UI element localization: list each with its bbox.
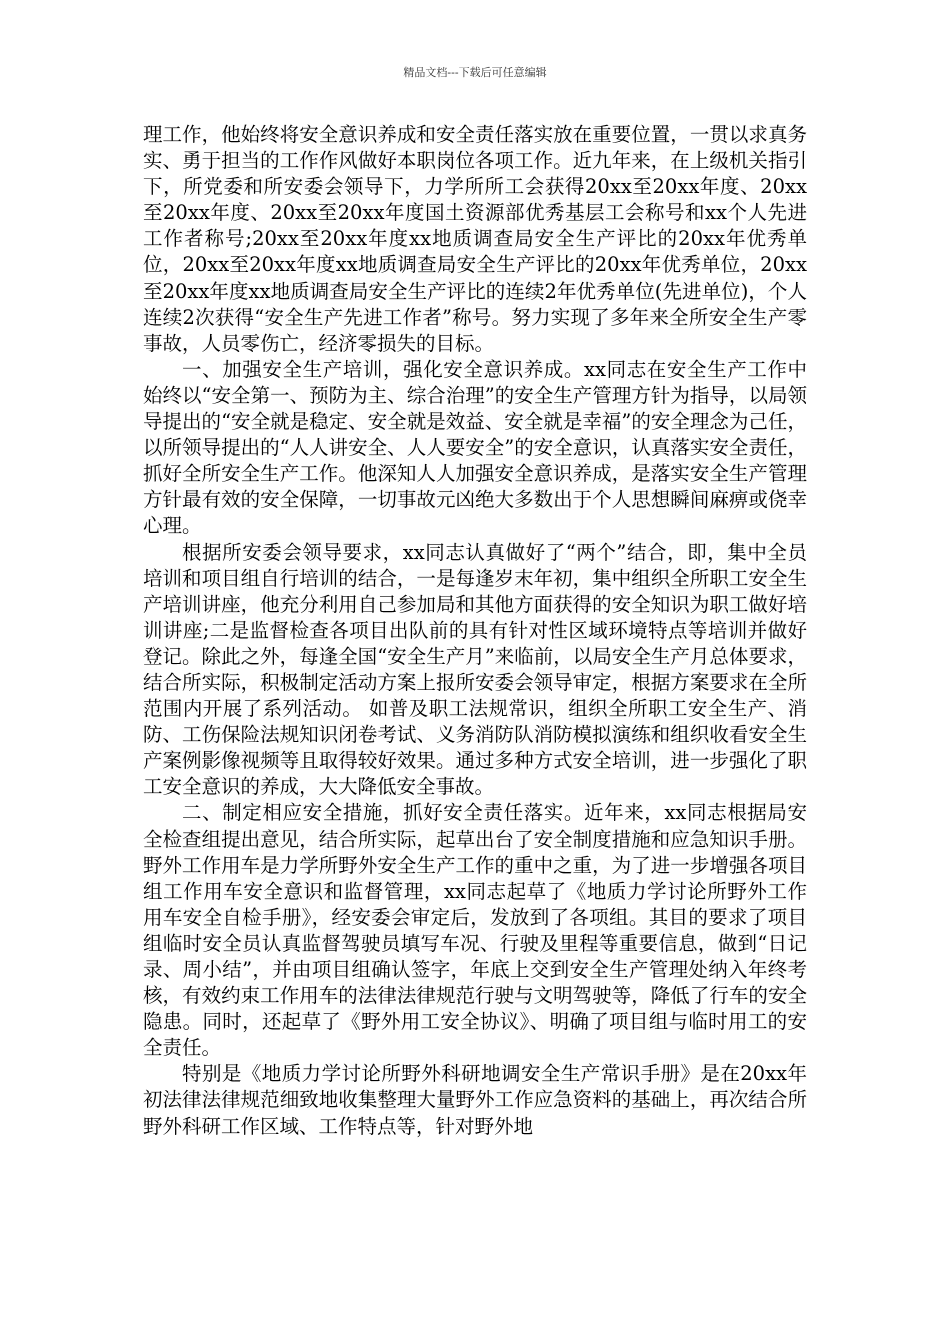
document-body [143, 122, 807, 1140]
paragraph-3: 根据所安委会领导要求，xx同志认真做好了“两个”结合，即，集中全员培训和项目组自行培训的结合，一是每逢岁末年初，集中组织全所职工安全生产培训讲座，他充分利用自己参加局和其他方面获得的安全知识为职工做好培训讲座;二是监督检查各项目出队前的具有针对性区域环境特点等培训并做好登记。除此之外，每逢全国“安全生产月”来临前，以局安全生产月总体要求，结合所实际，积极制定活动方案上报所安委会领导审定，根据方案要求在全所范围内开展了系列活动。 如普及职工法规常识，组织全所职工安全生产、消防、工伤保险法规知识闭卷考试、义务消防队消防模拟演练和组织收看安全生产案例影像视频等且取得较好效果。通过多种方式安全培训，进一步强化了职工安全意识的养成，大大降低安全事故。 [143, 540, 807, 799]
paragraph-5: 特别是《地质力学讨论所野外科研地调安全生产常识手册》是在20xx年初法律法律规范细致地收集整理大量野外工作应急资料的基础上，再次结合所野外科研工作区域、工作特点等，针对野外地 [143, 1062, 807, 1138]
paragraph-4: 二、制定相应安全措施，抓好安全责任落实。近年来，xx同志根据局安全检查组提出意见，结合所实际，起草出台了安全制度措施和应急知识手册。 野外工作用车是力学所野外安全生产工作的重中之重，为了进一步增强各项目组工作用车安全意识和监督管理，xx同志起草了《地质力学讨论所野外工作用车安全自检手册》，经安委会审定后，发放到了各项组。其目的要求了项目组临时安全员认真监督驾驶员填写车况、行驶及里程等重要信息，做到“日记录、周小结”，并由项目组确认签字，年底上交到安全生产管理处纳入年终考核，有效约束工作用车的法律法律规范行驶与文明驾驶等，降低了行车的安全隐患。同时，还起草了《野外用工安全协议》、明确了项目组与临时用工的安全责任。 [143, 801, 807, 1060]
page-header: 精品文档---下载后可任意编辑 [403, 66, 547, 79]
paragraph-1: 理工作，他始终将安全意识养成和安全责任落实放在重要位置，一贯以求真务实、勇于担当的工作作风做好本职岗位各项工作。近九年来，在上级机关指引下，所党委和所安委会领导下，力学所所工会获得20xx至20xx年度、20xx至20xx年度、20xx至20xx年度国土资源部优秀基层工会称号和xx个人先进工作者称号;20xx至20xx年度xx地质调查局安全生产评比的20xx年优秀单位，20xx至20xx年度xx地质调查局安全生产评比的20xx年优秀单位，20xx至20xx年度xx地质调查局安全生产评比的连续2年优秀单位(先进单位)，个人连续2次获得“安全生产先进工作者”称号。努力实现了多年来全所安全生产零事故，人员零伤亡，经济零损失的目标。 [143, 123, 807, 355]
paragraph-2: 一、加强安全生产培训，强化安全意识养成。xx同志在安全生产工作中始终以“安全第一、预防为主、综合治理”的安全生产管理方针为指导，以局领导提出的“安全就是稳定、安全就是效益、安全就是幸福”的安全理念为己任，以所领导提出的“人人讲安全、人人要安全”的安全意识，认真落实安全责任，抓好全所安全生产工作。他深知人人加强安全意识养成，是落实安全生产管理方针最有效的安全保障，一切事故元凶绝大多数出于个人思想瞬间麻痹或侥幸心理。 [143, 357, 807, 538]
